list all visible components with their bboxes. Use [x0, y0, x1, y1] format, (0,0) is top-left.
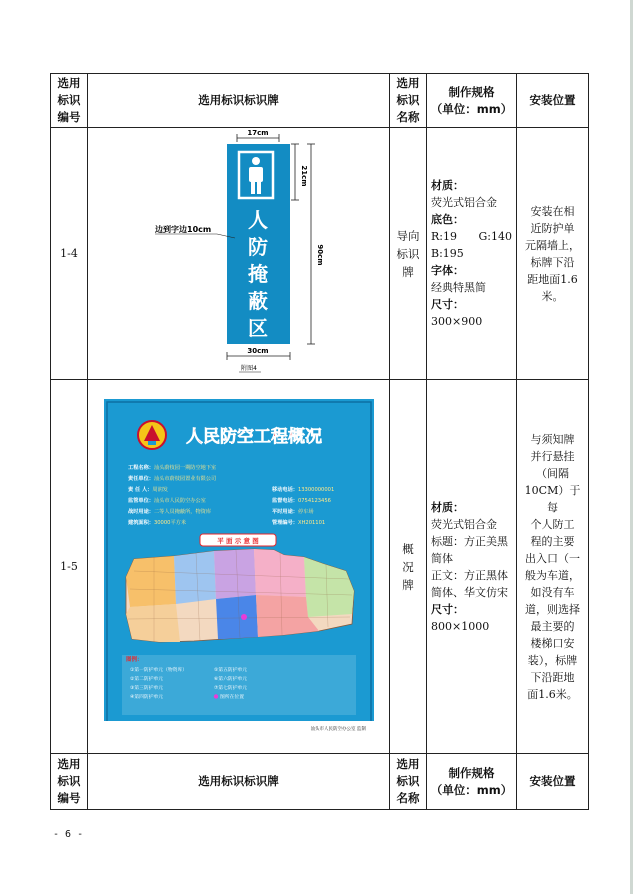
- header-location: 安装位置: [517, 754, 589, 810]
- legend-item: ②第二防护单元: [129, 676, 163, 682]
- legend-item: ①第一防护单元（物资库）: [129, 667, 187, 673]
- header-name-line: 名称: [396, 110, 420, 124]
- sign-char: 人: [247, 207, 268, 232]
- row-name-line: 概 况: [402, 541, 414, 574]
- legend-item: ⑥第六防护单元: [213, 676, 247, 682]
- row-spec: [427, 128, 517, 380]
- info-key: 战时用途：: [127, 508, 154, 515]
- location-line: 道，则选择: [525, 602, 580, 616]
- header-code-line: 编号: [57, 791, 81, 805]
- header-name-line: 选用: [396, 76, 420, 90]
- location-line: 下沿距地: [530, 670, 575, 684]
- info-value: 13300000001: [297, 486, 334, 493]
- row-name-line: 牌: [402, 577, 414, 592]
- info-key: 责任单位：: [127, 475, 154, 482]
- row-code: 1-4: [51, 128, 88, 380]
- svg-text:责 任 人：周润发: [128, 485, 168, 493]
- svg-text:建筑面积：30000平方米: [128, 518, 187, 526]
- info-value: 停车场: [297, 508, 314, 515]
- board-footer: 汕头市人民防空办公室 监制: [310, 726, 366, 732]
- header-code-line: 标识: [57, 93, 81, 107]
- spec-label: 尺寸：: [431, 298, 464, 311]
- location-line: 装），标牌: [527, 653, 578, 667]
- sign-char: 蔽: [247, 288, 268, 313]
- location-line: 元隔墙上，: [525, 238, 580, 252]
- header-spec-line: （单位：mm）: [430, 782, 513, 797]
- svg-text:监管单位：汕头市人民防空办公室: [128, 496, 206, 504]
- edge-distance-label: 边到字边10cm: [154, 224, 211, 234]
- header-code-line: 标识: [57, 774, 81, 788]
- location-line: 10CM）于每: [524, 483, 581, 514]
- spec-label: 底色：: [431, 213, 464, 226]
- spec-label: 尺寸：: [431, 602, 464, 616]
- row-name-line: 牌: [402, 264, 414, 279]
- header-code: [51, 754, 88, 810]
- info-value: 汕头市人民防空办公室: [153, 497, 206, 504]
- info-key: 监管单位：: [127, 497, 154, 504]
- svg-text:战时用途：二等人员掩蔽所，物资库: [128, 507, 211, 515]
- svg-text:工程名称：汕头蔚枝园一期防空地下室: [128, 463, 216, 471]
- location-line: 最主要的: [530, 619, 575, 633]
- header-location: 安装位置: [517, 74, 589, 128]
- overview-board-drawing: [104, 399, 374, 735]
- info-value: 二等人员掩蔽所，物资库: [153, 508, 211, 515]
- location-line: 米。: [541, 289, 564, 303]
- row-spec: [427, 380, 517, 754]
- header-code: [51, 74, 88, 128]
- info-value: 周润发: [151, 486, 168, 493]
- svg-text:平时用途：停车场: [272, 507, 314, 515]
- location-line: 楼梯口安: [530, 636, 575, 650]
- header-row: [51, 74, 589, 128]
- board-title: 人民防空工程概况: [185, 426, 322, 447]
- header-name-line: 标识: [396, 93, 420, 107]
- info-key: 责 任 人：: [127, 486, 152, 493]
- location-line: 标牌下沿: [530, 255, 575, 269]
- board-image-cell: [88, 380, 390, 754]
- legend-item: ④第四防护单元: [129, 694, 163, 700]
- header-sign: 选用标识标识牌: [88, 754, 390, 810]
- info-value: 汕头蔚枝园一期防空地下室: [153, 464, 216, 471]
- footer-header-row: [51, 754, 589, 810]
- plan-title: 平 面 示 意 图: [216, 536, 259, 545]
- legend-item: ⑤第五防护单元: [213, 667, 247, 673]
- spec-label: 标题：: [431, 534, 464, 548]
- row-name: [390, 380, 427, 754]
- spec-value: 经典特黑简: [431, 281, 486, 294]
- sign-char: 掩: [247, 261, 268, 286]
- table-row: [51, 380, 589, 754]
- header-code-line: 选用: [57, 76, 81, 90]
- table-row: [51, 128, 589, 380]
- header-sign: 选用标识标识牌: [88, 74, 390, 128]
- dim-height-total: 90cm: [315, 243, 324, 266]
- row-location: [517, 128, 589, 380]
- info-value: 0754123456: [297, 497, 331, 504]
- spec-value: 800×1000: [431, 619, 490, 633]
- spec-label: 字体：: [431, 264, 464, 277]
- row-code: 1-5: [51, 380, 88, 754]
- info-value: XH201101: [297, 519, 325, 526]
- location-line: 距地面1.6: [527, 272, 578, 286]
- location-line: 近防护单: [530, 221, 575, 235]
- row-location: [517, 380, 589, 754]
- legend-item: ③第三防护单元: [129, 685, 163, 691]
- header-name: [390, 74, 427, 128]
- location-line: 般为车道，: [525, 568, 580, 582]
- info-key: 建筑面积：: [127, 519, 154, 526]
- color-g: G:140: [478, 230, 512, 243]
- location-marker-icon: [213, 694, 217, 698]
- header-name: [390, 754, 427, 810]
- spec-value: 300×900: [431, 315, 483, 328]
- location-line: 个人防工: [530, 517, 575, 531]
- color-r: R:19: [431, 230, 457, 243]
- figure-label: 附图4: [240, 364, 257, 372]
- header-name-line: 标识: [396, 774, 420, 788]
- legend-item: 图所在位置: [219, 694, 244, 700]
- civil-defense-emblem-icon: [138, 421, 166, 449]
- location-line: 如没有车: [530, 585, 575, 599]
- header-code-line: 编号: [57, 110, 81, 124]
- info-key: 平时用途：: [271, 508, 298, 515]
- header-spec: [427, 74, 517, 128]
- info-key: 移动电话：: [271, 486, 298, 493]
- row-name: [390, 128, 427, 380]
- svg-text:移动电话：13300000001: [271, 485, 334, 493]
- row-name-line: 标识: [396, 246, 420, 261]
- spec-value: 方正黑体简体、华文仿宋: [431, 568, 508, 599]
- info-value: 汕头市蔚枝园置业有限公司: [153, 475, 216, 482]
- info-key: 工程名称：: [127, 464, 154, 471]
- svg-text:监督电话：0754123456: [272, 496, 331, 504]
- spec-label: 材质：: [431, 500, 464, 514]
- header-spec-line: 制作规格: [448, 84, 495, 99]
- spec-value: 荧光式铝合金: [431, 517, 497, 531]
- location-line: （间隔: [536, 466, 569, 480]
- location-line: 安装在相: [530, 204, 575, 218]
- info-key: 管理编号：: [271, 519, 298, 526]
- info-value: 30000平方米: [153, 519, 186, 526]
- header-spec-line: 制作规格: [448, 765, 495, 780]
- location-line: 程的主要: [530, 534, 575, 548]
- dim-height-top: 21cm: [299, 164, 308, 187]
- location-line: 并行悬挂: [530, 449, 575, 463]
- header-spec-line: （单位：mm）: [430, 101, 513, 116]
- header-name-line: 名称: [396, 791, 420, 805]
- svg-text:责任单位：汕头市蔚枝园置业有限公司: [128, 474, 216, 482]
- dim-width-bottom: 30cm: [246, 346, 269, 355]
- spec-value: 荧光式铝合金: [431, 196, 497, 209]
- guide-sign-drawing: [89, 130, 389, 378]
- header-spec: [427, 754, 517, 810]
- sign-char: 防: [247, 234, 268, 259]
- location-line: 出入口（一: [525, 551, 580, 565]
- dim-width-top: 17cm: [246, 129, 269, 137]
- location-line: 面1.6米。: [527, 687, 578, 701]
- header-code-line: 选用: [57, 757, 81, 771]
- sign-image-cell: [88, 128, 390, 380]
- color-b: B:195: [431, 247, 464, 260]
- header-name-line: 选用: [396, 757, 420, 771]
- spec-label: 正文：: [431, 568, 464, 582]
- location-line: 与须知牌: [530, 432, 575, 446]
- legend-item: ⑦第七防护单元: [213, 685, 247, 691]
- page-number: - 6 -: [53, 829, 84, 840]
- floor-plan-map: [126, 549, 354, 642]
- sign-char: 区: [247, 315, 268, 340]
- row-name-line: 导向: [396, 228, 420, 243]
- sign-spec-table: [50, 73, 589, 810]
- info-key: 监督电话：: [271, 497, 298, 504]
- spec-value: 方正美黑简体: [431, 534, 508, 565]
- spec-label: 材质：: [431, 179, 464, 192]
- legend-title: 图例：: [125, 656, 143, 663]
- svg-text:管理编号：XH201101: [272, 518, 325, 526]
